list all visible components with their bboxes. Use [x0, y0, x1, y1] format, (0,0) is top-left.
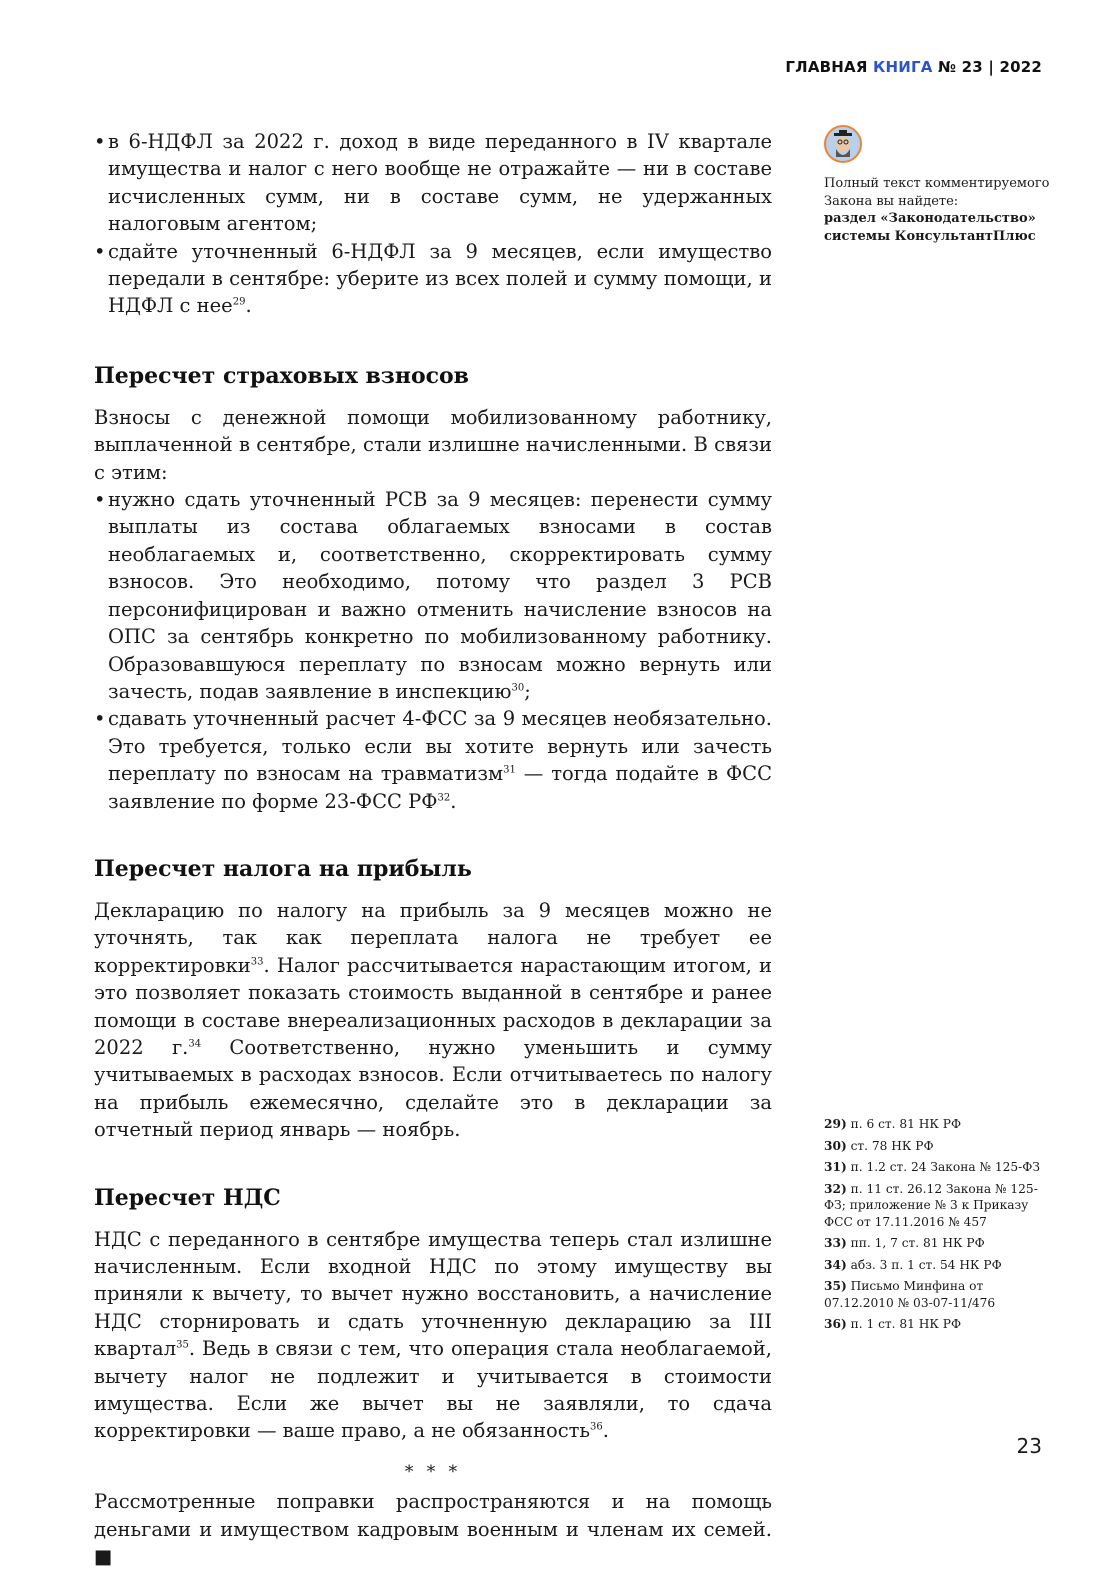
footnote: 34) абз. 3 п. 1 ст. 54 НК РФ: [824, 1257, 1002, 1272]
footnote: 31) п. 1.2 ст. 24 Закона № 125-ФЗ: [824, 1160, 1041, 1174]
footnote-ref: 33: [250, 956, 264, 968]
professor-avatar-icon: [824, 125, 862, 163]
footnote-ref: 29: [232, 296, 246, 308]
footnote-ref: 34: [188, 1038, 202, 1050]
list-ndfl: [94, 128, 772, 320]
section-title: Пересчет налога на прибыль: [94, 855, 472, 882]
footnote: 29) п. 6 ст. 81 НК РФ: [824, 1117, 962, 1131]
section-title: Пересчет страховых взносов: [94, 362, 469, 389]
footnote-ref: 35: [176, 1339, 189, 1351]
footnote: 33) пп. 1, 7 ст. 81 НК РФ: [824, 1236, 985, 1250]
footnote: 35) Письмо Минфина от 07.12.2010 № 03-07-11/476: [824, 1279, 996, 1310]
footnote-ref: 32: [437, 792, 451, 804]
masthead-accent: КНИГА: [873, 58, 933, 76]
sidebar-source: раздел «Законодательство» системы КонсультантПлюс: [824, 211, 1036, 244]
footnote-ref: 36: [590, 1421, 603, 1433]
article-body: [94, 128, 772, 1570]
footnote-ref: 31: [503, 764, 516, 776]
paragraph: Декларацию по налогу на прибыль за 9 месяцев можно не уточнять, так как переплата налога не требует ее корректировки$^{33}$. Налог рассчитывается нарастающим итогом, и это позволяет показать стоимость выданной в сентябре и ранее помощи в составе внереализационных расходов в декларации за 2022 г.$^{34}$ Соответственно, нужно уменьшить и сумму учитываемых в расходах взносов. Если отчитываетесь по налогу на прибыль ежемесячно, сделайте это в декларации за отчетный период январь — ноябрь.: [94, 898, 772, 1142]
footnotes: [824, 1116, 1052, 1338]
list-item: • сдавать уточненный расчет 4-ФСС за 9 месяцев необязательно. Это требуется, только если вы хотите вернуть или зачесть переплату по взносам на травматизм$^{31}$ — тогда подайте в ФСС заявление по форме 23-ФСС РФ$^{32}$.: [94, 705, 772, 815]
sidebar-text: Полный текст комментируемого Закона вы найдете:: [824, 176, 1050, 209]
list-item: • сдайте уточненный 6-НДФЛ за 9 месяцев, если имущество передали в сентябре: уберите из всех полей и сумму помощи, и НДФЛ с нее$^{29}$.: [94, 238, 772, 320]
page-number: 23: [1016, 1434, 1042, 1458]
list-contributions: [94, 486, 772, 815]
separator: * * *: [404, 1461, 462, 1482]
list-item: • нужно сдать уточненный РСВ за 9 месяцев: перенести сумму выплаты из состава облагаемых взносами в состав необлагаемых и, соответственно, скорректировать сумму взносов. Это необходимо, потому что раздел 3 РСВ персонифицирован и важно отменить начисление взносов на ОПС за сентябрь конкретно по мобилизованному работнику. Образовавшуюся переплату по взносам можно вернуть или зачесть, подав заявление в инспекцию$^{30}$;: [94, 486, 772, 705]
footnote: 32) п. 11 ст. 26.12 Закона № 125-ФЗ; приложение № 3 к Приказу ФСС от 17.11.2016 № 457: [824, 1181, 1038, 1229]
paragraph: Взносы с денежной помощи мобилизованному работнику, выплаченной в сентябре, стали излишне начисленными. В связи с этим:: [94, 405, 772, 484]
paragraph: НДС с переданного в сентябре имущества теперь стал излишне начисленным. Если входной НДС по этому имуществу вы приняли к вычету, то вычет нужно восстановить, а начисление НДС сторнировать и сдать уточненную декларацию за III квартал$^{35}$. Ведь в связи с тем, что операция стала необлагаемой, вычету налог не подлежит и учитывается в стоимости имущества. Если же вычет вы не заявляли, то сдача корректировки — ваше право, а не обязанность$^{36}$.: [94, 1227, 772, 1443]
sidebar-note: [824, 125, 1052, 245]
masthead-title: ГЛАВНАЯ: [785, 58, 874, 76]
paragraph: Рассмотренные поправки распространяются и на помощь деньгами и имуществом кадровым военным и членам их семей. ■: [94, 1490, 772, 1569]
section-title: Пересчет НДС: [94, 1184, 281, 1211]
list-item: • в 6-НДФЛ за 2022 г. доход в виде переданного в IV квартале имущества и налог с него вообще не отражайте — ни в составе исчисленных сумм, ни в составе сумм, не удержанных налоговым агентом;: [94, 128, 772, 238]
masthead: [785, 58, 1042, 76]
masthead-issue: № 23 | 2022: [932, 58, 1042, 76]
footnote: 30) ст. 78 НК РФ: [824, 1138, 934, 1153]
footnote: 36) п. 1 ст. 81 НК РФ: [824, 1317, 962, 1331]
footnote-ref: 30: [511, 682, 525, 694]
